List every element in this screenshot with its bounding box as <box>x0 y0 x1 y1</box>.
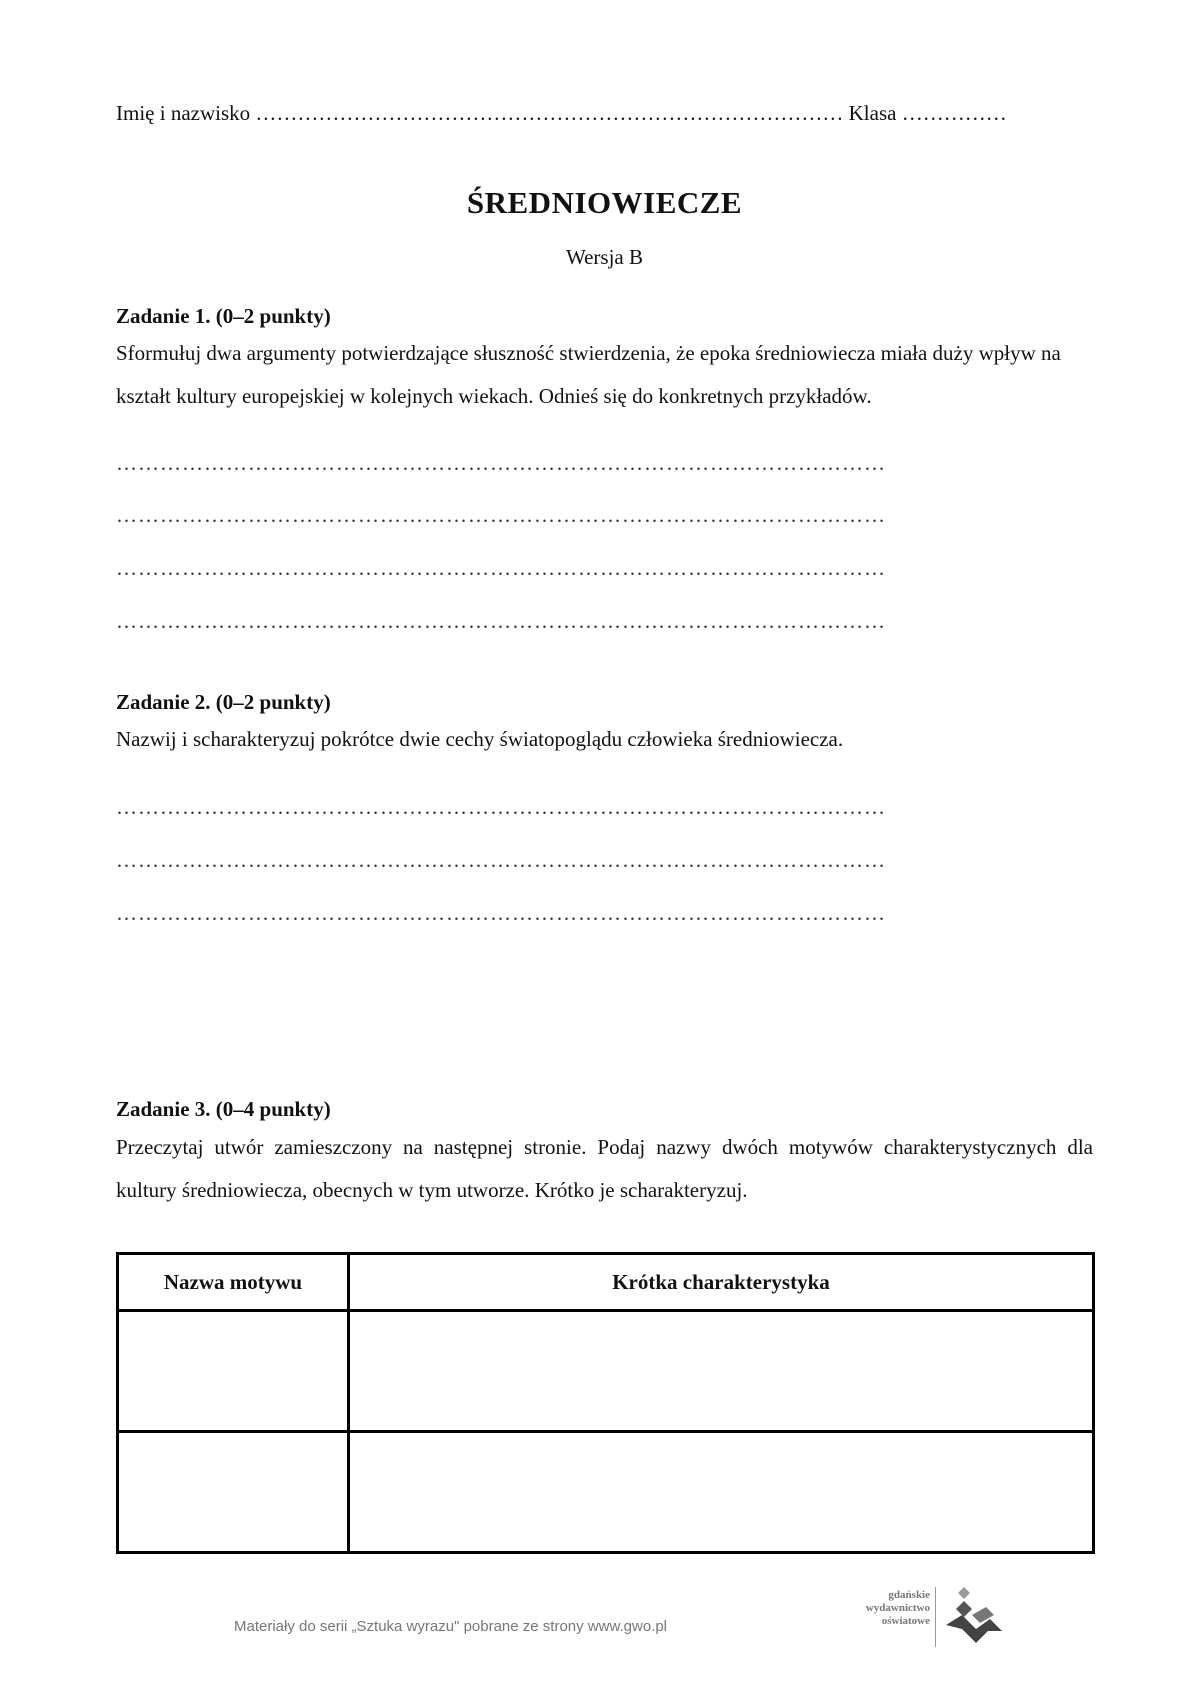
answer-line[interactable]: …………………………………………………………………………………………… <box>116 901 886 923</box>
answer-line[interactable]: …………………………………………………………………………………………… <box>116 848 886 870</box>
worksheet-page <box>116 0 1093 1696</box>
answer-line[interactable]: …………………………………………………………………………………………… <box>116 451 886 473</box>
task-2-heading: Zadanie 2. (0–2 punkty) <box>116 690 331 714</box>
answer-line[interactable]: …………………………………………………………………………………………… <box>116 795 886 817</box>
motif-description-header: Krótka charakterystyka <box>349 1254 1094 1311</box>
footer-note: Materiały do serii „Sztuka wyrazu" pobrane ze strony www.gwo.pl <box>234 1618 668 1635</box>
motif-description-cell[interactable] <box>349 1432 1094 1553</box>
table-row <box>118 1432 1094 1553</box>
motif-name-cell[interactable] <box>118 1432 349 1553</box>
table-header-row <box>118 1254 1094 1311</box>
publisher-logo <box>750 1585 1010 1655</box>
answer-line[interactable]: …………………………………………………………………………………………… <box>116 503 886 525</box>
task-3-heading: Zadanie 3. (0–4 punkty) <box>116 1097 331 1121</box>
logo-line: gdańskie <box>888 1589 930 1601</box>
task-2-text: Nazwij i scharakteryzuj pokrótce dwie cechy światopoglądu człowieka średniowiecza. <box>116 727 844 751</box>
task-3-text: Przeczytaj utwór zamieszczony na następnej stronie. Podaj nazwy dwóch motywów charakterystycznych dla kultury średniowiecza, obecnych w tym utworze. Krótko je scharakteryzuj. <box>116 1135 1093 1202</box>
name-label: Imię i nazwisko <box>116 101 251 125</box>
student-info-line <box>116 101 1093 126</box>
motif-name-cell[interactable] <box>118 1311 349 1432</box>
name-field-dots[interactable]: ………………………………………………………………………… <box>255 101 844 125</box>
logo-line: oświatowe <box>881 1615 930 1627</box>
logo-line: wydawnictwo <box>865 1602 930 1614</box>
page-title: ŚREDNIOWIECZE <box>466 185 743 220</box>
table-row <box>118 1311 1094 1432</box>
class-label: Klasa <box>848 101 897 125</box>
answer-line[interactable]: …………………………………………………………………………………………… <box>116 609 886 631</box>
motifs-table <box>116 1252 1095 1554</box>
logo-text <box>866 1589 930 1628</box>
task-1-heading: Zadanie 1. (0–2 punkty) <box>116 304 331 328</box>
answer-line[interactable]: …………………………………………………………………………………………… <box>116 556 886 578</box>
version-subtitle: Wersja B <box>565 245 644 269</box>
class-field-dots[interactable]: …………… <box>901 101 1007 125</box>
task-1-text: Sformułuj dwa argumenty potwierdzające słuszność stwierdzenia, że epoka średniowiecza miała duży wpływ na kształt kultury europejskiej w kolejnych wiekach. Odnieś się do konkretnych przykładów. <box>116 341 1061 408</box>
motif-description-cell[interactable] <box>349 1311 1094 1432</box>
logo-divider <box>935 1587 936 1647</box>
motif-name-header: Nazwa motywu <box>118 1254 349 1311</box>
publisher-logo-icon <box>942 1585 1012 1655</box>
